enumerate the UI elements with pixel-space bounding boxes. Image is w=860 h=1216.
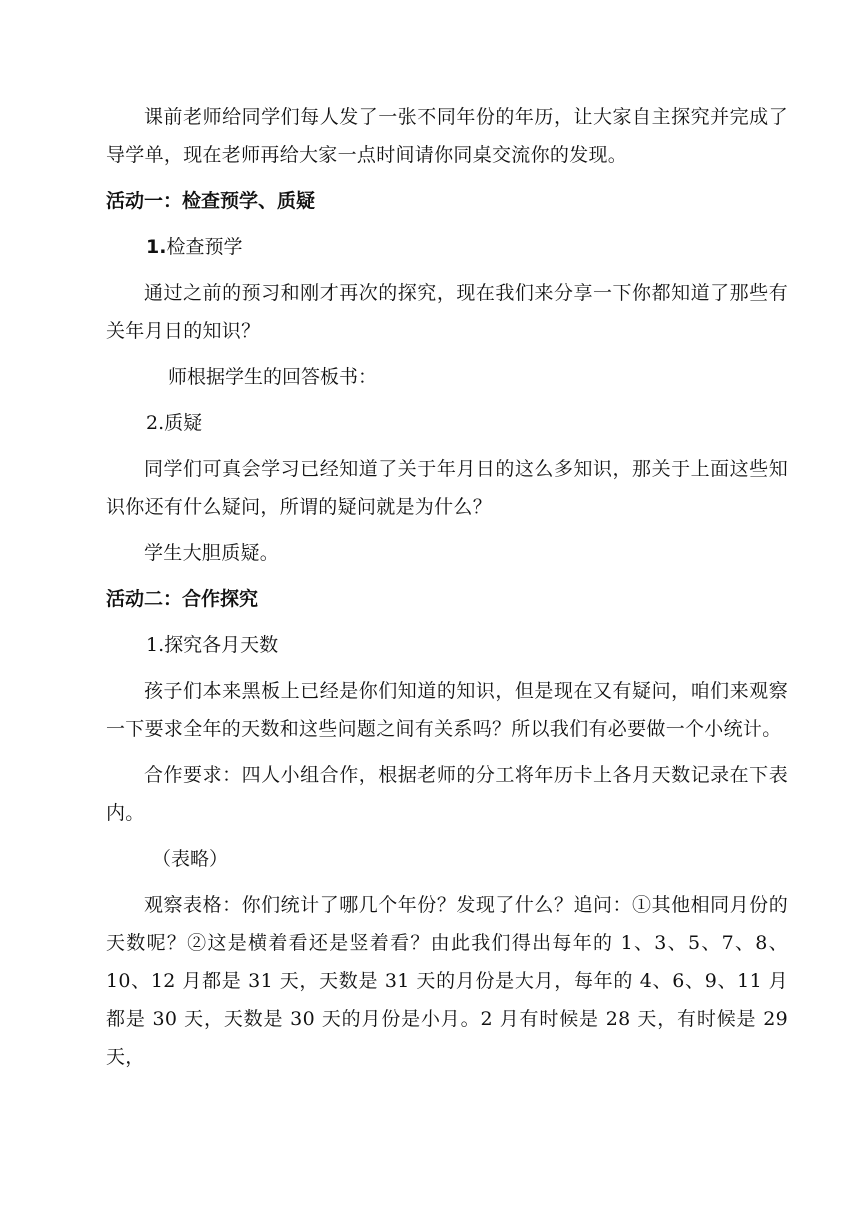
- activity-two-item-one-text: 孩子们本来黑板上已经是你们知道的知识，但是现在又有疑问，咱们来观察一下要求全年的天数和这些问题之间有关系吗？所以我们有必要做一个小统计。: [106, 680, 788, 740]
- activity-one-item-one: [106, 228, 788, 266]
- observation-paragraph: 观察表格：你们统计了哪几个年份？发现了什么？追问：①其他相同月份的天数呢？②这是横着看还是竖着看？由此我们得出每年的 1、3、5、7、8、10、12 月都是 31 天，天数是 31 天的月份是大月，每年的 4、6、9、11 月都是 30 天，天数是 30 天的月份是小月。2 月有时候是 28 天，有时候是 29 天，: [106, 894, 788, 1068]
- board-note: 师根据学生的回答板书：: [168, 366, 378, 388]
- table-omitted-note: （表略）: [152, 848, 229, 870]
- cooperation-requirement: 合作要求：四人小组合作，根据老师的分工将年历卡上各月天数记录在下表内。: [106, 764, 788, 824]
- activity-one-item-one-text: 通过之前的预习和刚才再次的探究，现在我们来分享一下你都知道了那些有关年月日的知识？: [106, 282, 788, 342]
- item-number: 1.: [146, 236, 167, 258]
- activity-one-item-two-text: 同学们可真会学习已经知道了关于年月日的这么多知识，那关于上面这些知识你还有什么疑问，所谓的疑问就是为什么？: [106, 458, 788, 518]
- activity-one-item-two: 2.质疑: [146, 412, 203, 434]
- activity-two-heading: 活动二：合作探究: [106, 588, 259, 610]
- activity-two-item-one: 1.探究各月天数: [146, 634, 279, 656]
- activity-one-item-two-note: 学生大胆质疑。: [144, 542, 280, 564]
- intro-paragraph: 课前老师给同学们每人发了一张不同年份的年历，让大家自主探究并完成了导学单，现在老师再给大家一点时间请你同桌交流你的发现。: [106, 106, 788, 166]
- document-page: [106, 98, 788, 1076]
- item-label: 检查预学: [166, 236, 243, 258]
- activity-one-heading: 活动一：检查预学、质疑: [106, 190, 316, 212]
